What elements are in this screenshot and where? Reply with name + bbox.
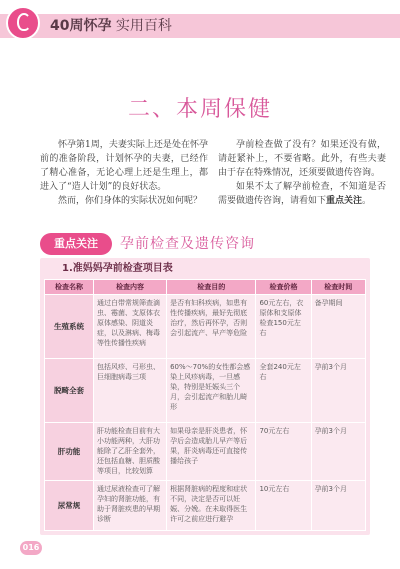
exam-time-cell: 孕前3个月 (311, 423, 365, 481)
column-header: 检查内容 (94, 280, 167, 295)
exam-name-cell: 生殖系统 (45, 295, 94, 359)
table-row (45, 359, 366, 423)
intro-text: 。 (362, 196, 372, 206)
column-header: 检查名称 (45, 280, 94, 295)
exam-name-cell: 脱畸全套 (45, 359, 94, 423)
book-title-main: 40周怀孕 (50, 18, 112, 34)
intro-paragraph: 怀孕第1周，夫妻实际上还是处在怀孕前的准备阶段，计划怀孕的夫妻，已经作了精心准备，无论心理上还是生理上，都进入了“造人计划”的良好状态。 (40, 140, 208, 192)
exam-time-cell: 孕前3个月 (311, 481, 365, 531)
exam-content-cell: 包括风疹、弓形虫、巨细胞病毒三项 (94, 359, 167, 423)
intro-left-column (40, 138, 208, 208)
exam-purpose-cell: 如果母亲是肝炎患者，怀孕后会造成胎儿早产等后果，肝炎病毒还可直接传播给孩子 (167, 423, 256, 481)
book-title-sub: 实用百科 (111, 18, 172, 34)
exam-purpose-cell: 根据肾脏病的程度和症状不同，决定是否可以妊娠、分娩。在未取得医生许可之前应进行避孕 (167, 481, 256, 531)
focus-banner (40, 233, 370, 255)
column-header: 检查价格 (256, 280, 311, 295)
focus-reference: 重点关注 (326, 196, 363, 206)
pregnant-silhouette-icon (17, 13, 31, 31)
section-heading: 二、本周保健 (127, 97, 272, 122)
exam-purpose-cell: 是否有妇科疾病，如患有性传播疾病，最好先彻底治疗，然后再怀孕，否则会引起流产、早产等危险 (167, 295, 256, 359)
exam-content-cell: 通过白带常规筛查滴虫、霉菌、支原体衣原体感染、阴道炎症，以及淋病、梅毒等性传播性疾病 (94, 295, 167, 359)
focus-badge: 重点关注 (40, 233, 112, 255)
exam-price-cell: 60元左右，衣原体和支原体检查150元左右 (256, 295, 311, 359)
table-header-row (45, 280, 366, 295)
exam-content-cell: 肝功能检查目前有大小功能两种，大肝功能除了乙肝全套外，还包括血糖、胆质酸等项目，比较划算 (94, 423, 167, 481)
intro-paragraph: 孕前检查做了没有？如果还没有做，请赶紧补上，不要省略。此外，有些夫妻由于存在特殊情况，还须要做遗传咨询。 (218, 140, 386, 178)
exam-price-cell: 70元左右 (256, 423, 311, 481)
focus-title: 孕前检查及遗传咨询 (120, 236, 255, 252)
exam-time-cell: 备孕期间 (311, 295, 365, 359)
exam-content-cell: 通过尿液检查可了解孕妇的肾脏功能，有助于肾脏疾患的早期诊断 (94, 481, 167, 531)
page-header (0, 0, 400, 44)
intro-text: 如果不太了解孕前检查，不知道是否需要做遗传咨询，请看如下 (218, 182, 386, 206)
book-title (50, 16, 172, 36)
exam-name-cell: 肝功能 (45, 423, 94, 481)
table-row (45, 423, 366, 481)
exam-purpose-cell: 60%～70%的女性都会感染上风疹病毒，一旦感染，特别是妊娠头三个月，会引起流产和胎儿畸形 (167, 359, 256, 423)
column-header: 检查目的 (167, 280, 256, 295)
table-row (45, 481, 366, 531)
exam-price-cell: 全套240元左右 (256, 359, 311, 423)
table-row (45, 295, 366, 359)
intro-paragraph (218, 180, 386, 208)
exam-name-cell: 尿常规 (45, 481, 94, 531)
exam-time-cell: 孕前3个月 (311, 359, 365, 423)
column-header: 检查时间 (311, 280, 365, 295)
page-number: 016 (20, 541, 42, 555)
intro-paragraph: 然而，你们身体的实际状况如何呢？ (58, 196, 203, 206)
table-title: 1.准妈妈孕前检查项目表 (62, 263, 173, 274)
exam-table (44, 279, 366, 531)
intro-right-column (218, 138, 386, 208)
exam-price-cell: 10元左右 (256, 481, 311, 531)
pregnancy-logo-icon (6, 6, 40, 40)
